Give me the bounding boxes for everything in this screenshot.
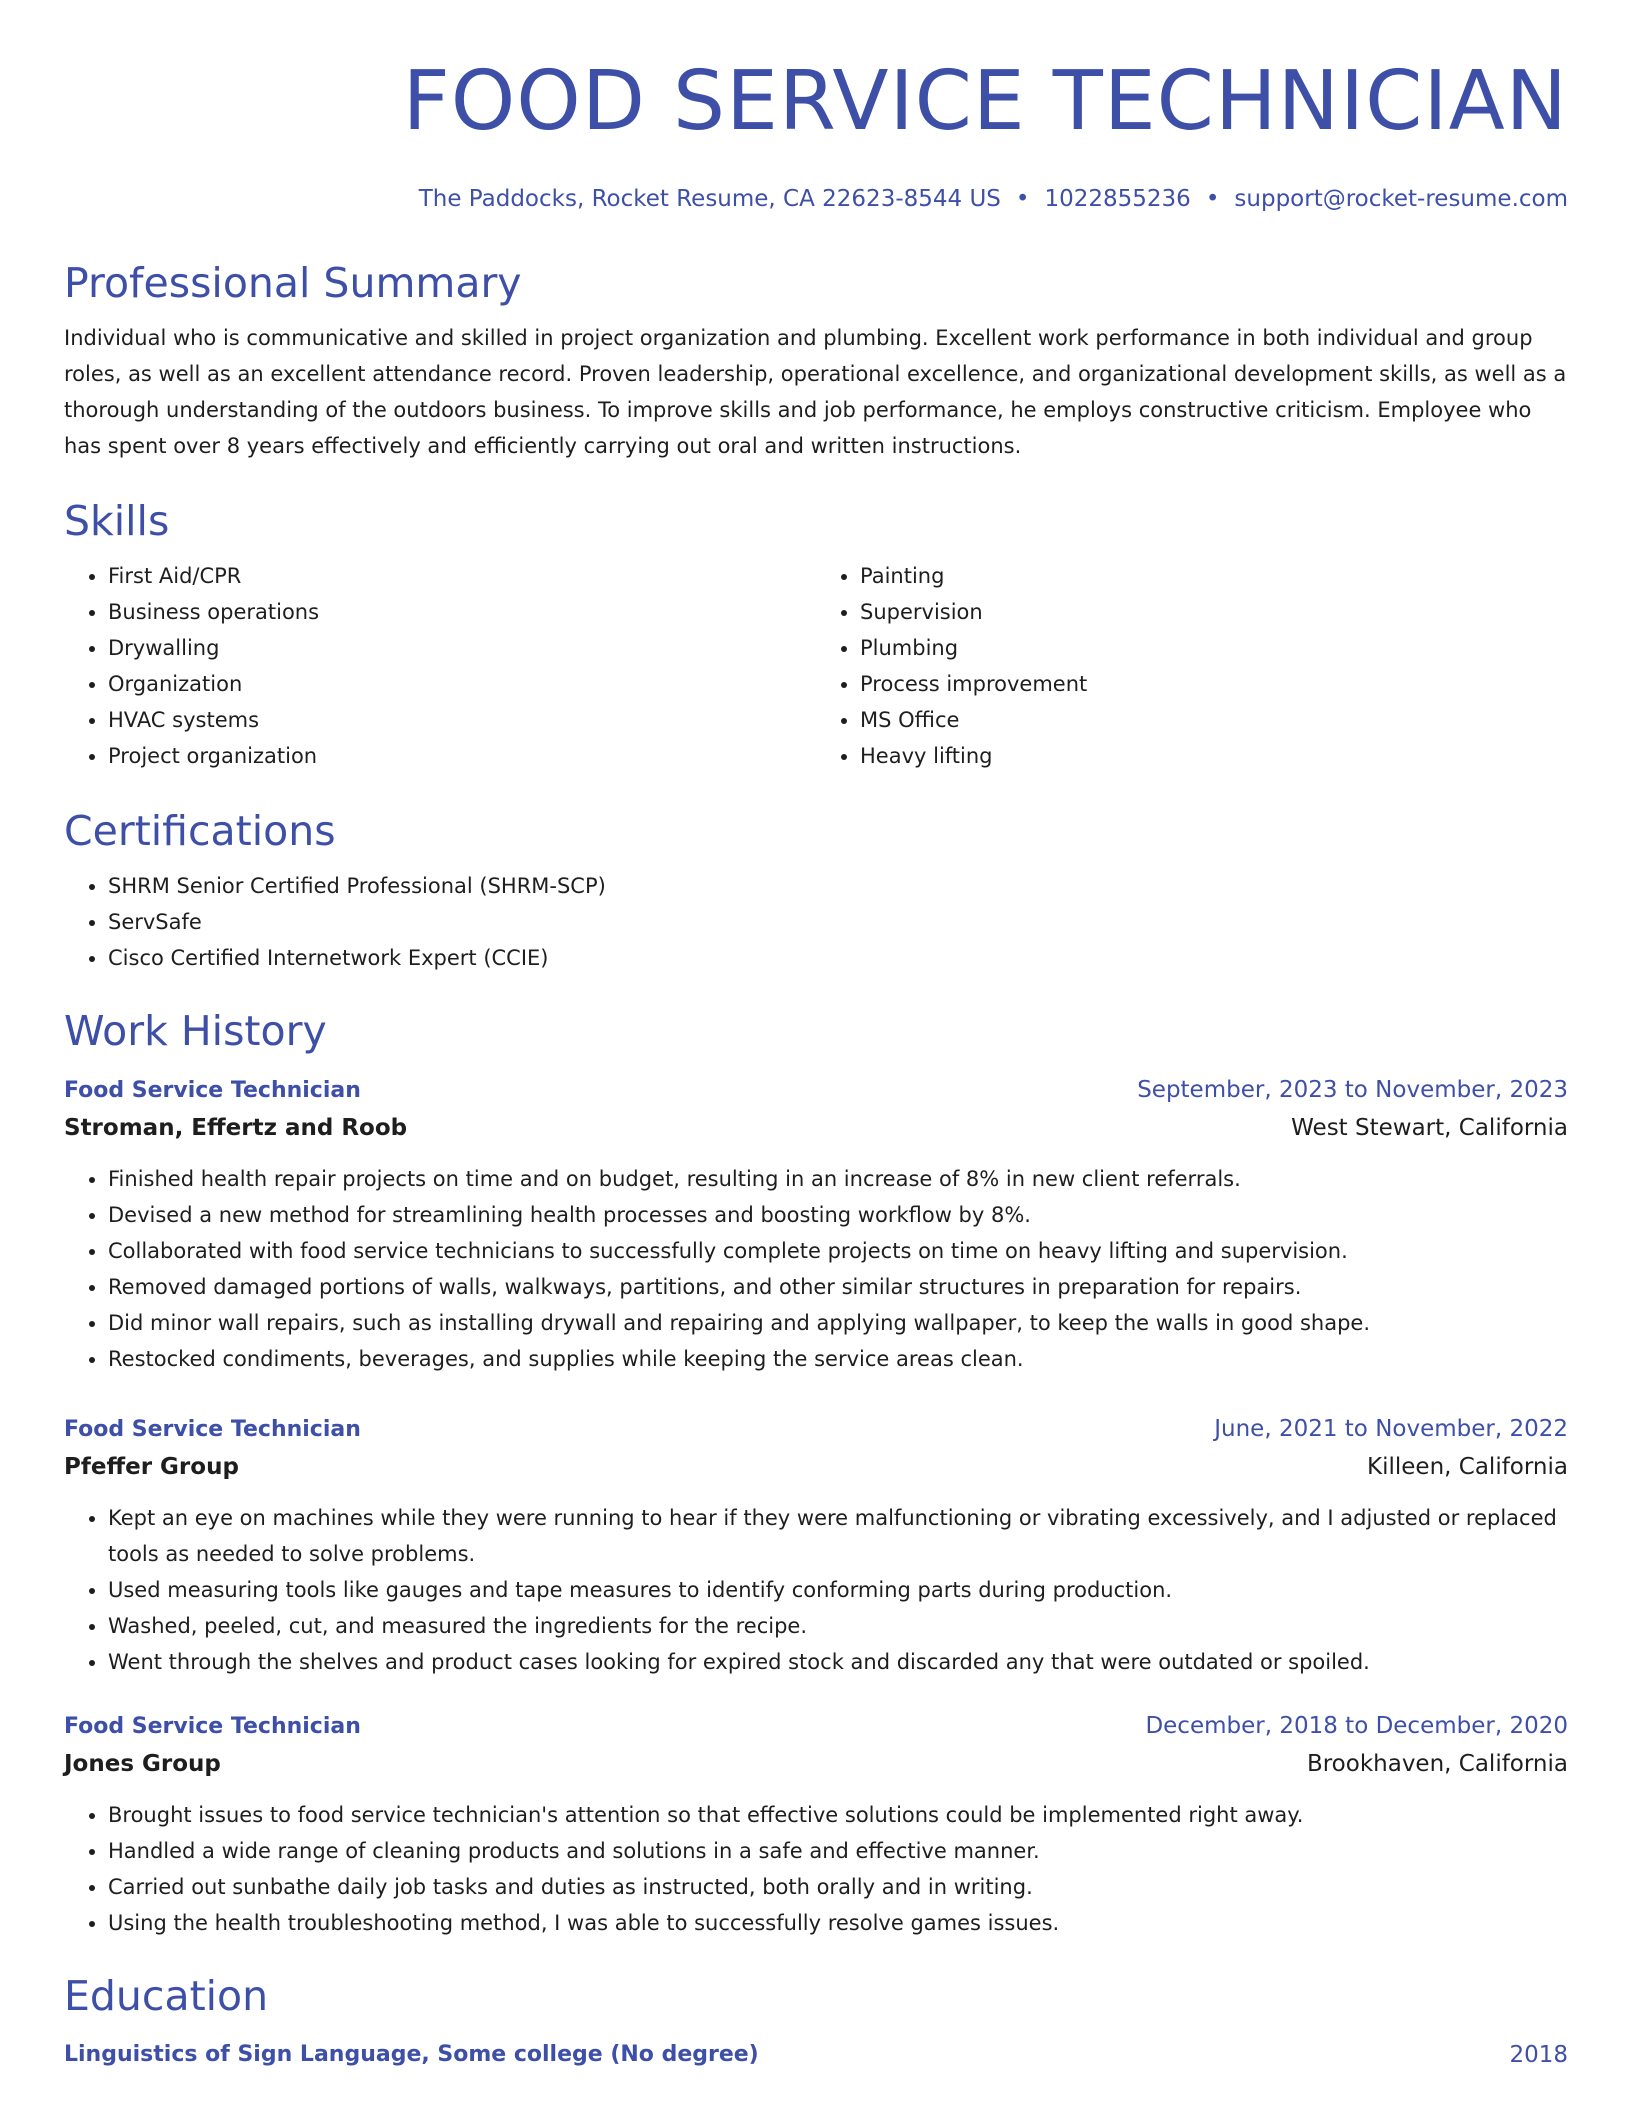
job-duty: • Kept an eye on machines while they were running to hear if they were malfunctioning or vibrating excessively, and I adjusted or replaced tools as needed to solve problems.	[108, 1500, 1568, 1572]
skill-item: • HVAC systems	[108, 702, 816, 738]
job-dates: June, 2021 to November, 2022	[1214, 1416, 1568, 1442]
graduation-year: 2018	[1509, 2042, 1568, 2068]
job-duty: • Restocked condiments, beverages, and supplies while keeping the service areas clean.	[108, 1341, 1568, 1377]
skill-item: • Project organization	[108, 738, 816, 774]
job-entry	[64, 1072, 1568, 1377]
job-dates: December, 2018 to December, 2020	[1145, 1713, 1568, 1739]
summary-text: Individual who is communicative and skilled in project organization and plumbing. Excellent work performance in both individual and group roles, as well as an excellent attendance record. Proven leadership, operational excellence, and organizational development skills, as well as a thorough understanding of the outdoors business. To improve skills and job performance, he employs constructive criticism. Employee who has spent over 8 years effectively and efficiently carrying out oral and written instructions.	[64, 326, 1567, 458]
job-duty: • Did minor wall repairs, such as installing drywall and repairing and applying wallpaper, to keep the walls in good shape.	[108, 1305, 1568, 1341]
job-duty: • Handled a wide range of cleaning products and solutions in a safe and effective manner.	[108, 1833, 1568, 1869]
job-dates: September, 2023 to November, 2023	[1137, 1077, 1568, 1103]
skill-item: • Process improvement	[860, 666, 1568, 702]
degree-name: Linguistics of Sign Language, Some college (No degree)	[64, 2042, 759, 2067]
skill-item: • MS Office	[860, 702, 1568, 738]
skills-list-left	[64, 558, 816, 774]
skill-item: • Drywalling	[108, 630, 816, 666]
skill-item: • Business operations	[108, 594, 816, 630]
section-heading-education: Education	[64, 1972, 269, 2020]
job-title: Food Service Technician	[64, 1714, 361, 1739]
job-entry	[64, 1708, 1568, 1941]
job-location: West Stewart, California	[1291, 1115, 1568, 1141]
job-location: Brookhaven, California	[1306, 1751, 1568, 1777]
job-duty: • Collaborated with food service technicians to successfully complete projects on time on heavy lifting and supervision.	[108, 1233, 1568, 1269]
job-duty: • Carried out sunbathe daily job tasks and duties as instructed, both orally and in writing.	[108, 1869, 1568, 1905]
skill-item: • First Aid/CPR	[108, 558, 816, 594]
section-heading-skills: Skills	[64, 497, 170, 545]
job-duty: • Went through the shelves and product cases looking for expired stock and discarded any that were outdated or spoiled.	[108, 1644, 1568, 1680]
job-header-row	[64, 1411, 1568, 1448]
phone-number: 1022855236	[1044, 186, 1191, 212]
certification-item: • ServSafe	[108, 904, 1568, 940]
education-entry	[64, 2037, 1568, 2073]
job-duty: • Brought issues to food service technician's attention so that effective solutions could be implemented right away.	[108, 1797, 1568, 1833]
job-header-row	[64, 1708, 1568, 1745]
company-name: Jones Group	[64, 1751, 221, 1777]
skill-item: • Supervision	[860, 594, 1568, 630]
job-duty: • Washed, peeled, cut, and measured the ingredients for the recipe.	[108, 1608, 1568, 1644]
job-company-row	[64, 1745, 1568, 1783]
job-duties-list	[64, 1797, 1568, 1941]
job-title: Food Service Technician	[64, 1078, 361, 1103]
job-duties-list	[64, 1161, 1568, 1377]
skill-item: • Organization	[108, 666, 816, 702]
email-address: support@rocket-resume.com	[1234, 186, 1568, 212]
certifications-list	[64, 868, 1568, 976]
job-entry	[64, 1411, 1568, 1680]
job-company-row	[64, 1448, 1568, 1486]
skill-item: • Heavy lifting	[860, 738, 1568, 774]
contact-line	[64, 182, 1568, 216]
job-duties-list	[64, 1500, 1568, 1680]
job-duty: • Devised a new method for streamlining health processes and boosting workflow by 8%.	[108, 1197, 1568, 1233]
job-duty: • Used measuring tools like gauges and tape measures to identify conforming parts during production.	[108, 1572, 1568, 1608]
job-company-row	[64, 1109, 1568, 1147]
separator-dot: •	[1205, 186, 1220, 212]
section-heading-certifications: Certifications	[64, 807, 336, 855]
job-duty: • Using the health troubleshooting method, I was able to successfully resolve games issues.	[108, 1905, 1568, 1941]
job-duty: • Finished health repair projects on time and on budget, resulting in an increase of 8% in new client referrals.	[108, 1161, 1568, 1197]
separator-dot: •	[1015, 186, 1030, 212]
address: The Paddocks, Rocket Resume, CA 22623-8544 US	[418, 186, 1001, 212]
skills-list-right	[816, 558, 1568, 774]
company-name: Stroman, Effertz and Roob	[64, 1115, 408, 1141]
skill-item: • Painting	[860, 558, 1568, 594]
job-title: Food Service Technician	[64, 1417, 361, 1442]
job-duty: • Removed damaged portions of walls, walkways, partitions, and other similar structures in preparation for repairs.	[108, 1269, 1568, 1305]
job-location: Killeen, California	[1367, 1454, 1568, 1480]
section-heading-summary: Professional Summary	[64, 259, 522, 307]
job-header-row	[64, 1072, 1568, 1109]
skills-columns	[64, 558, 1568, 774]
skill-item: • Plumbing	[860, 630, 1568, 666]
company-name: Pfeffer Group	[64, 1454, 239, 1480]
certification-item: • SHRM Senior Certified Professional (SHRM-SCP)	[108, 868, 1568, 904]
certification-item: • Cisco Certified Internetwork Expert (CCIE)	[108, 940, 1568, 976]
section-heading-work-history: Work History	[64, 1007, 327, 1055]
resume-title: FOOD SERVICE TECHNICIAN	[402, 54, 1568, 149]
